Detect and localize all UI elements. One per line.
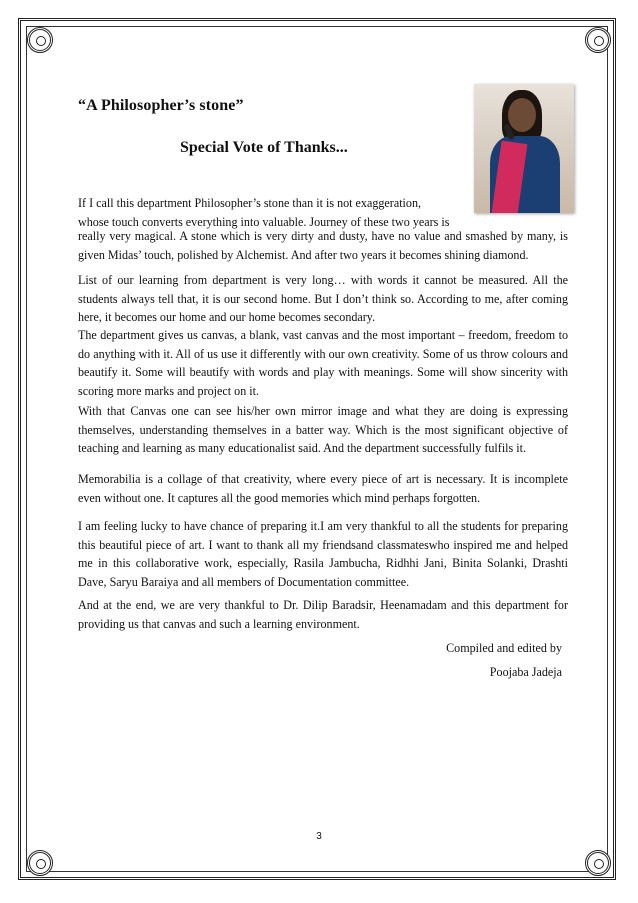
intro-text-continued: really very magical. A stone which is very dirty and dusty, have no value and smashed by many, is given Midas’ touch, polished by Alchemist. And after two years it becomes shining diamond.: [78, 229, 568, 262]
corner-ornament-bottom-left: [27, 850, 53, 876]
paragraph-learning: List of our learning from department is very long… with words it cannot be measured. All the students always tell that, it is our second home. But I don’t think so. According to me, after coming here, it becomes our home and our home becomes secondary.: [78, 273, 568, 324]
intro-text-narrow: [78, 194, 478, 231]
author-photo: [474, 84, 574, 213]
paragraph-canvas: The department gives us canvas, a blank, vast canvas and the most important – freedom, freedom to do anything with it. All of us use it differently with our own creativity. Some of us throw colours and beautify it. Some will beautify with words and play with meanings. Some will show sincerity with scoring more marks and project on it.: [78, 328, 568, 398]
paragraph-thanks-faculty: And at the end, we are very thankful to Dr. Dilip Baradsir, Heenamadam and this department for providing us that canvas and such a learning environment.: [78, 598, 568, 631]
page-number: 3: [316, 831, 322, 842]
corner-ornament-top-left: [27, 27, 53, 53]
intro-line-1: If I call this department Philosopher’s stone than it is not exaggeration,: [78, 196, 422, 210]
paragraph-thanks-students: I am feeling lucky to have chance of preparing it.I am very thankful to all the students for preparing this beautiful piece of art. I want to thank all my friendsand classmateswho inspired me and helped me in this collaborative work, especially, Rasila Jambucha, Ridhhi Jani, Binita Solanki, Drashti Dave, Saryu Baraiya and all members of Documentation committee.: [78, 519, 568, 589]
corner-ornament-bottom-right: [585, 850, 611, 876]
intro-line-2: whose touch converts everything into valuable. Journey of these two years is: [78, 214, 450, 229]
page-subtitle: Special Vote of Thanks...: [180, 139, 348, 156]
credit-compiled-label: Compiled and edited by: [446, 641, 562, 655]
corner-ornament-top-right: [585, 27, 611, 53]
paragraph-mirror: With that Canvas one can see his/her own mirror image and what they are doing is expressing themselves, understanding themselves in a batter way. Which is the most significant objective of teaching and learning as many educationalist said. And the department successfully fulfils it.: [78, 404, 568, 455]
credit-author-name: Poojaba Jadeja: [489, 665, 562, 679]
paragraph-memorabilia: Memorabilia is a collage of that creativity, where every piece of art is necessary. It is incomplete even without one. It captures all the good memories which mind perhaps forgotten.: [78, 472, 568, 505]
page-title: “A Philosopher’s stone”: [78, 97, 244, 114]
